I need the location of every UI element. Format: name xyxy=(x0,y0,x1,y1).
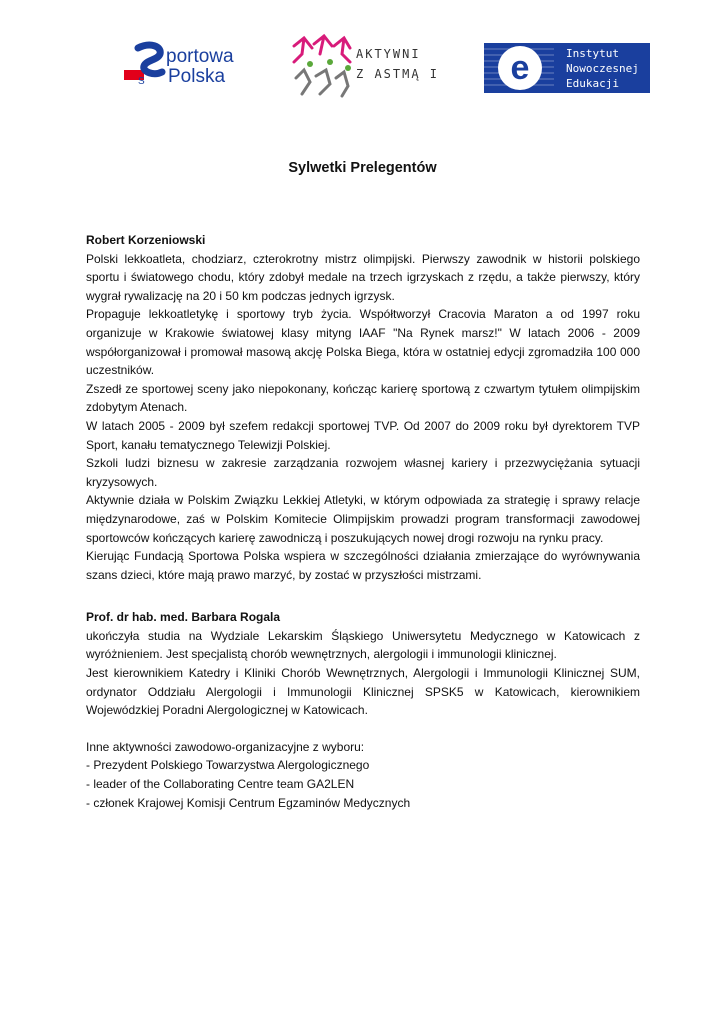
instytut-e-letter: e xyxy=(510,49,530,87)
activities-list xyxy=(86,756,640,812)
header-logos xyxy=(0,28,725,108)
speaker-paragraph: Polski lekkoatleta, chodziarz, czterokrotny mistrz olimpijski. Pierwszy zawodnik w historii polskiego sportu i światowego chodu, który zdobył medale na trzech igrzyskach z rzędu, a także pierwszy, który wygrał rywalizację na 20 i 50 km podczas jednych igrzysk. xyxy=(86,251,640,303)
aktywni-line2: Z ASTMĄ I xyxy=(356,67,440,81)
speaker-paragraph: Propaguje lekkoatletykę i sportowy tryb życia. Współtworzył Cracovia Maraton a od 1997 roku organizuje w Krakowie światowej klasy mityng IAAF "Na Rynek marsz!" W latach 2006 - 2009 współorganizował i promował masową akcję Polska Biega, która w ostatniej edycji zgromadziła 100 000 uczestników. xyxy=(86,307,640,378)
speaker-name: Prof. dr hab. med. Barbara Rogala xyxy=(86,610,281,625)
activities-intro: Inne aktywności zawodowo-organizacyjne z wyboru: xyxy=(86,739,365,754)
instytut-line3: Edukacji xyxy=(566,77,619,90)
document-body xyxy=(86,231,640,812)
speaker-paragraph: Zszedł ze sportowej sceny jako niepokonany, kończąc karierę sportową z czwartym tytułem olimpijskim zdobytym Atenach. xyxy=(86,381,640,415)
speaker-paragraph: W latach 2005 - 2009 był szefem redakcji sportowej TVP. Od 2007 do 2009 roku był dyrektorem TVP Sport, kanału tematycznego Telewizji Polskiej. xyxy=(86,418,640,452)
speaker-name: Robert Korzeniowski xyxy=(86,233,206,247)
speaker-paragraph: Kierując Fundacją Sportowa Polska wspiera w szczególności działania zmierzające do wyrównywania szans dzieci, które mają prawo marzyć, by zostać w przyszłości mistrzami. xyxy=(86,549,640,582)
sportowa-polska-line2: Polska xyxy=(168,66,226,87)
instytut-line1: Instytut xyxy=(566,47,619,60)
sportowa-polska-logo xyxy=(120,40,268,90)
speaker-paragraph: ukończyła studia na Wydziale Lekarskim Śląskiego Uniwersytetu Medycznego w Katowicach z wyróżnieniem. Jest specjalistą chorób wewnętrznych, alergologii i immunologii klinicznej. xyxy=(86,628,640,662)
aktywni-z-astma-logo xyxy=(290,32,450,102)
sportowa-polska-initial: S xyxy=(138,76,145,87)
speaker-section-korzeniowski xyxy=(86,231,640,584)
list-item: - członek Krajowej Komisji Centrum Egzaminów Medycznych xyxy=(86,795,411,810)
list-item: - Prezydent Polskiego Towarzystwa Alergologicznego xyxy=(86,758,370,773)
instytut-nowoczesnej-edukacji-logo xyxy=(484,43,650,93)
speaker-paragraph: Szkoli ludzi biznesu w zakresie zarządzania rozwojem własnej kariery i przezwyciężania sytuacji kryzysowych. xyxy=(86,456,640,489)
speaker-paragraph: Jest kierownikiem Katedry i Kliniki Chorób Wewnętrznych, Alergologii i Immunologii Klinicznej SUM, ordynator Oddziału Alergologii i Immunologii Klinicznej SPSK5 w Katowicach, kierownikiem Wojewódzkiej Poradni Alergologicznej w Katowicach. xyxy=(86,666,640,718)
speaker-paragraph: Aktywnie działa w Polskim Związku Lekkiej Atletyki, w którym odpowiada za strategię i sprawy relacje międzynarodowe, zaś w Polskim Komitecie Olimpijskim prowadzi program transformacji zawodowej sportowców kończących karierę zawodniczą i poszukujących nowej drogi rozwoju na rynku pracy. xyxy=(86,493,640,545)
page-title: Sylwetki Prelegentów xyxy=(288,160,437,176)
aktywni-line1: AKTYWNI xyxy=(356,47,421,61)
instytut-line2: Nowoczesnej xyxy=(566,62,639,75)
sportowa-polska-line1: portowa xyxy=(166,46,234,67)
speaker-section-rogala xyxy=(86,608,640,812)
list-item: - leader of the Collaborating Centre team GA2LEN xyxy=(86,777,355,792)
